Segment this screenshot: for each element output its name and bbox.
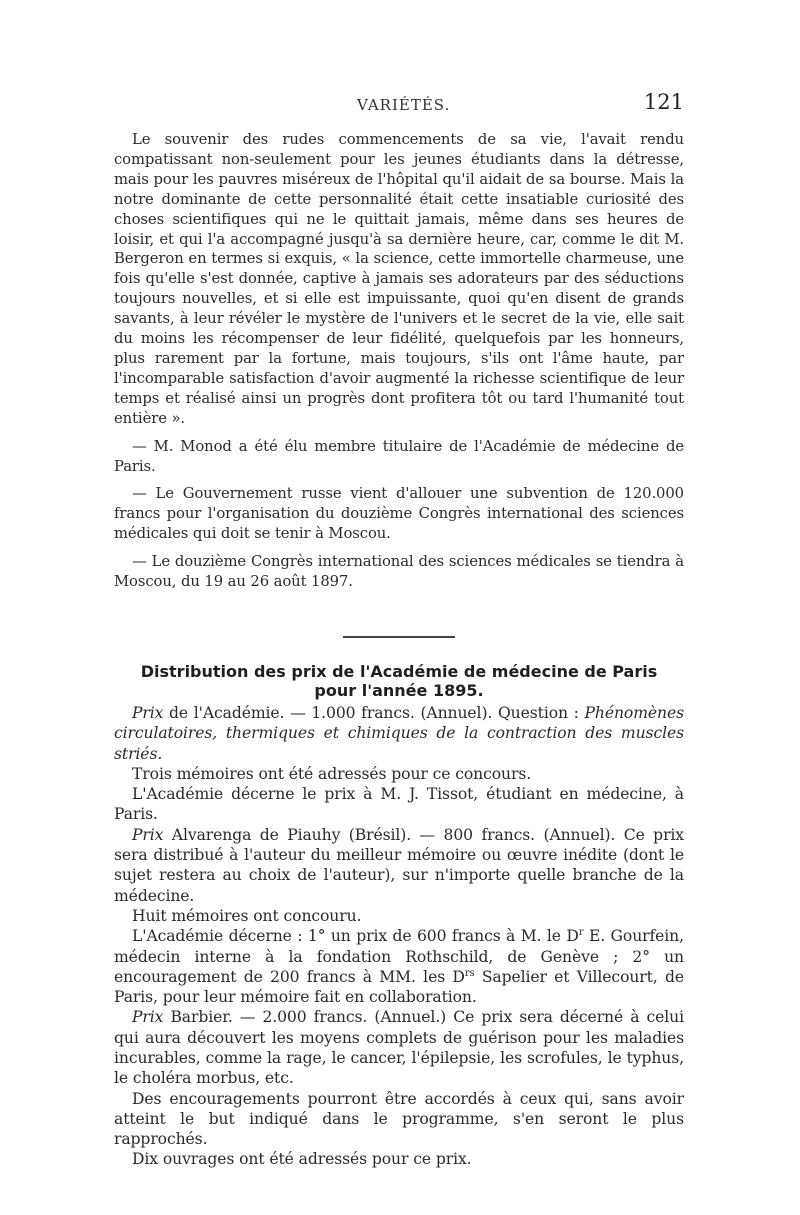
prix-alvarenga-award [114, 926, 684, 1007]
news-monod: — M. Monod a été élu membre titulaire de l'Académie de médecine de Paris. [114, 437, 684, 475]
prix-barbier-text: Barbier. — 2.000 francs. (Annuel.) Ce prix sera décerné à celui qui aura découvert les moyens complets de guérison pour les maladies incurables, comme la rage, le cancer, l'épilepsie, les scrofules, le typhus, le choléra morbus, etc. [114, 1008, 684, 1088]
prix-academie [114, 703, 684, 764]
prix-academie-submissions: Trois mémoires ont été adressés pour ce concours. [132, 764, 532, 783]
varietes-text [114, 130, 684, 592]
obituary-paragraph: Le souvenir des rudes commencements de sa vie, l'avait rendu compatissant non-seulement pour les jeunes étudiants dans la détresse, mais pour les pauvres miséreux de l'hôpital qu'il aidait de sa bourse. Mais la notre dominante de cette personnalité était cette insatiable curiosité des choses scientifiques qui ne le quittait jamais, même dans ses heures de loisir, et qui l'a accompagné jusqu'à sa dernière heure, car, comme le dit M. Bergeron en termes si exquis, « la science, cette immortelle charmeuse, une fois qu'elle s'est donnée, captive à jamais ses adorateurs par des séductions toujours nouvelles, et si elle est impuissante, quoi qu'en disent de grands savants, à leur révéler le mystère de l'univers et le secret de la vie, elle sait du moins les récompenser de leur fidélité, quelquefois par les honneurs, plus rarement par la fortune, mais toujours, s'ils ont l'âme haute, par l'incomparable satisfaction d'avoir augmenté la richesse scientifique de leur temps et réalisé ainsi un progrès dont profitera tôt ou tard l'humanité tout entière ». [114, 131, 684, 427]
award-sup-2: rs [464, 967, 475, 979]
prix-academie-text: de l'Académie. — 1.000 francs. (Annuel). Question : [163, 703, 585, 722]
book-page [114, 90, 684, 1170]
award-text-a: L'Académie décerne : 1° un prix de 600 francs à M. le D [132, 927, 579, 946]
prix-barbier-encouragements: Des encouragements pourront être accordés à ceux qui, sans avoir atteint le but indiqué dans le programme, s'en seront le plus rapprochés. [114, 1089, 684, 1149]
prix-academie-question: Phénomènes circulatoires, thermiques et chimiques de la contraction des muscles striés. [114, 703, 684, 763]
news-congres: — Le douzième Congrès international des sciences médicales se tiendra à Moscou, du 19 au 26 août 1897. [114, 553, 684, 591]
prix-label: Prix [132, 1008, 164, 1027]
prize-list [114, 703, 684, 1170]
section-title-line-2: pour l'année 1895. [314, 680, 484, 700]
running-header [114, 90, 684, 130]
section-divider [343, 636, 455, 638]
award-text-c: Sapelier et Villecourt, de Paris, pour leur mémoire fait en collaboration. [114, 967, 684, 1007]
prix-alvarenga-submissions: Huit mémoires ont concouru. [132, 906, 362, 925]
prix-alvarenga-text: Alvarenga de Piauhy (Brésil). — 800 francs. (Annuel). Ce prix sera distribué à l'auteur du meilleur mémoire ou œuvre inédite (dont le sujet restera au choix de l'auteur), sur n'importe quelle branche de la médecine. [114, 825, 684, 905]
prix-label: Prix [132, 825, 164, 844]
running-title: VARIÉTÉS. [357, 96, 451, 114]
prix-barbier [114, 1007, 684, 1088]
section-title-line-1: Distribution des prix de l'Académie de médecine de Paris [140, 661, 658, 681]
prix-label: Prix [132, 703, 164, 722]
prix-barbier-submissions: Dix ouvrages ont été adressés pour ce prix. [132, 1150, 472, 1169]
prix-alvarenga [114, 825, 684, 906]
section-title [114, 662, 684, 700]
prix-academie-award: L'Académie décerne le prix à M. J. Tissot, étudiant en médecine, à Paris. [114, 785, 684, 824]
news-subvention: — Le Gouvernement russe vient d'allouer une subvention de 120.000 francs pour l'organisation du douzième Congrès international des sciences médicales qui doit se tenir à Moscou. [114, 485, 684, 543]
award-sup-1: r [578, 927, 584, 939]
award-text-b: E. Gourfein, médecin interne à la fondation Rothschild, de Genève ; 2° un encouragement de 200 francs à MM. les D [114, 927, 684, 986]
page-number: 121 [643, 90, 684, 114]
